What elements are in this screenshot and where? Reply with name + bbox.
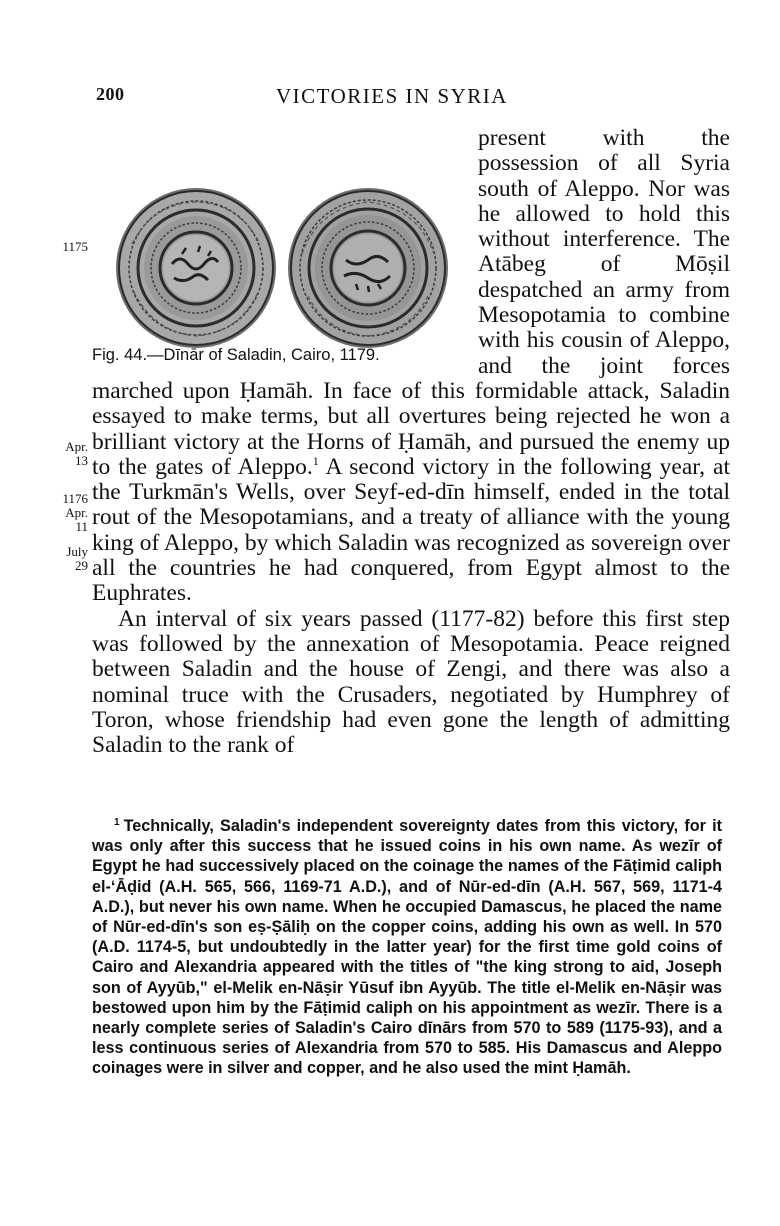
margin-note-july-29: July 29 <box>66 544 88 573</box>
paragraph-1-text-b: A second victory in the following year, at the Turkmān's Wells, over Seyf-ed-dīn himself, ended in the total rout of the Mesopotamians, and a treaty of alliance with the young king of Aleppo, by which Saladin was recognized as sovereign over all the countries he had conquered, from Egypt almost to the Euphrates. <box>92 453 731 607</box>
figure-caption: Fig. 44.—Dīnār of Saladin, Cairo, 1179. <box>92 346 380 364</box>
main-text <box>92 126 730 758</box>
footnote-reference[interactable]: 1 <box>312 454 319 469</box>
coin-obverse-image <box>112 184 280 352</box>
margin-note-apr-13: Apr. 13 <box>65 439 88 468</box>
page-number: 200 <box>96 84 125 104</box>
margin-notes <box>0 0 86 1226</box>
paragraph-2: An interval of six years passed (1177-82) before this first step was followed by the annexation of Mesopotamia. Peace reigned between Saladin and the house of Zengi, and there was also a nominal truce with the Crusaders, negotiated by Humphrey of Toron, whose friendship had even gone the length of admitting Saladin to the rank of <box>92 605 730 759</box>
coin-figure <box>92 126 464 374</box>
footnote-1 <box>92 816 722 1079</box>
paragraph-1-text-a: present with the possession of all Syria south of Aleppo. Nor was he allowed to hold this without interference. The Atābeg of Mōṣil despatched an army from Mesopotamia to combine with his cousin of Aleppo, and the joint forces marched upon Ḥamāh. In face of this formidable attack, Saladin essayed to make terms, but all overtures being rejected he won a brilliant victory at the Horns of Ḥamāh, and pursued the enemy up to the gates of Aleppo. <box>92 125 730 480</box>
paragraph-1 <box>92 126 730 607</box>
footnote-marker: 1 <box>114 816 120 828</box>
footnote-text: Technically, Saladin's independent sovereignty dates from this victory, for it was only after this success that he issued coins in his own name. As wezīr of Egypt he had successively placed on the coinage the names of the Fāṭimid caliph el-‘Āḍid (A.H. 565, 566, 1169-71 A.D.), and of Nūr-ed-dīn (A.H. 567, 569, 1171-4 A.D.), but never his own name. When he occupied Damascus, he placed the name of Nūr-ed-dīn's son eṣ-Ṣāliḥ on the copper coins, adding his own as well. In 570 (A.D. 1174-5, but undoubtedly in the latter year) for the first time gold coins of Cairo and Alexandria appeared with the titles of "the king strong to aid, Joseph son of Ayyūb," el-Melik en-Nāṣir Yūsuf ibn Ayyūb. The title el-Melik en-Nāṣir was bestowed upon him by the Fāṭimid caliph on his appointment as wezīr. There is a nearly complete series of Saladin's Cairo dīnārs from 570 to 589 (1175-93), and a less continuous series of Alexandria from 570 to 585. His Damascus and Aleppo coinages were in silver and copper, and he also used the mint Ḥamāh. <box>92 817 722 1078</box>
page-header <box>96 84 736 112</box>
coin-reverse-image <box>284 184 452 352</box>
footnotes <box>92 816 722 1079</box>
margin-note-1175: 1175 <box>62 239 88 254</box>
margin-note-1176-apr-11: 1176 Apr. 11 <box>62 491 88 534</box>
running-title: VICTORIES IN SYRIA <box>276 84 508 108</box>
